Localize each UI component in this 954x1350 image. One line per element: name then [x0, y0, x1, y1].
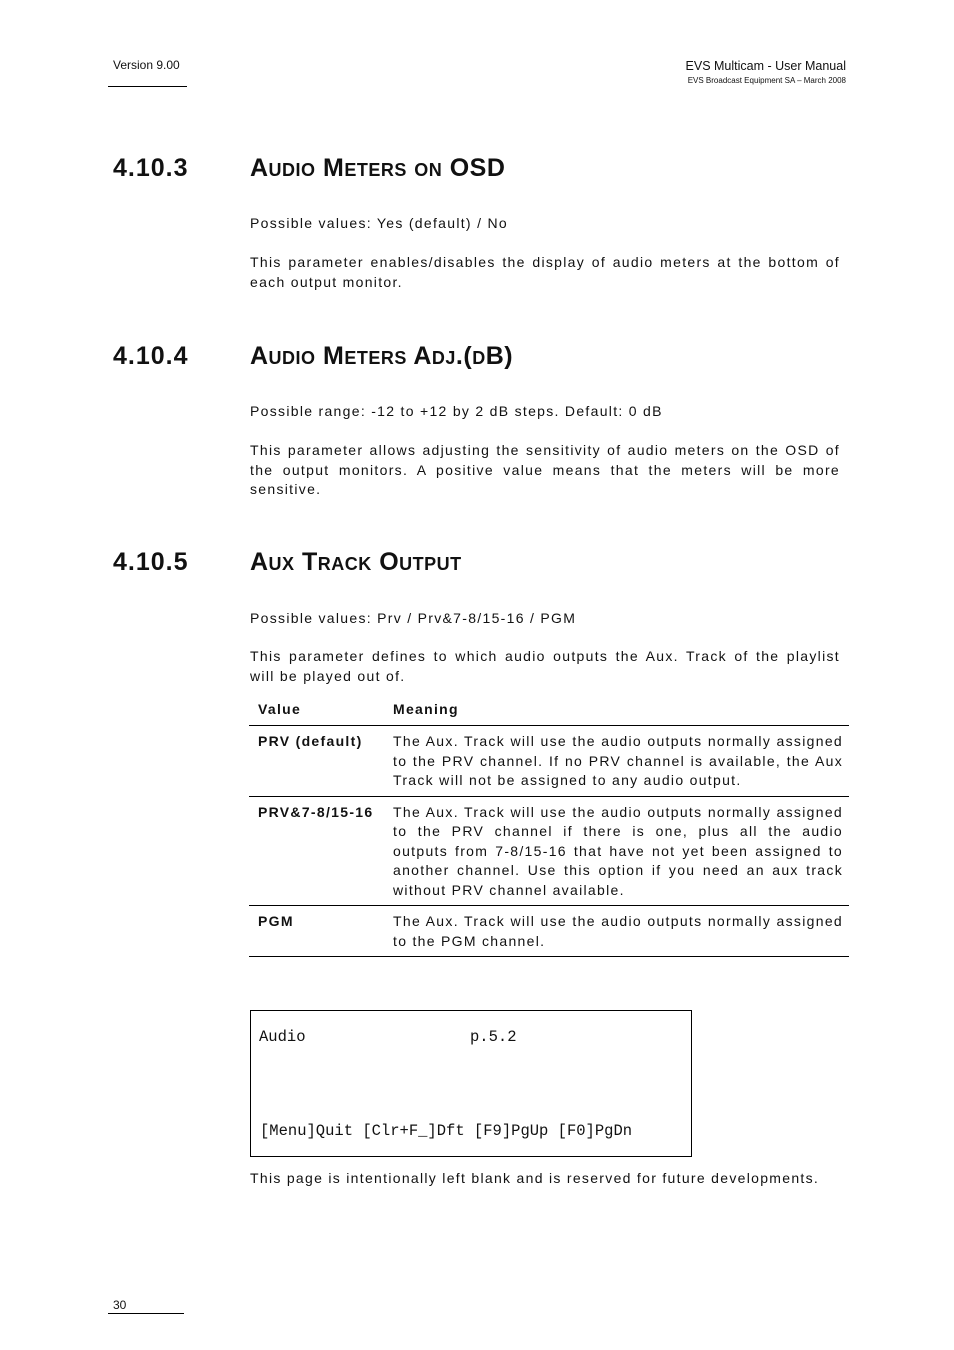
header-publisher: EVS Broadcast Equipment SA – March 2008	[687, 76, 846, 85]
footer-divider	[108, 1313, 184, 1314]
footer-page-number: 30	[113, 1298, 127, 1312]
section-title: Aux Track Output	[250, 548, 462, 576]
section-number: 4.10.4	[113, 342, 189, 370]
table-row	[249, 796, 849, 906]
table-row	[249, 726, 849, 797]
section-title: Audio Meters Adj.(dB)	[250, 342, 514, 370]
column-header-value: Value	[249, 700, 384, 726]
paragraph: Possible values: Yes (default) / No	[250, 215, 508, 231]
table-cell-meaning: The Aux. Track will use the audio outputs normally assigned to the PRV channel. If no PRV channel is available, the Aux Track will not be assigned to any audio output.	[384, 726, 849, 797]
table-header-row	[249, 700, 849, 726]
paragraph: Possible values: Prv / Prv&7-8/15-16 / PGM	[250, 610, 577, 626]
header-divider	[108, 86, 187, 87]
osd-key-legend: [Menu]Quit [Clr+F_]Dft [F9]PgUp [F0]PgDn	[260, 1122, 633, 1140]
paragraph: This parameter defines to which audio outputs the Aux. Track of the playlist will be played out of.	[250, 648, 840, 684]
header-manual-title: EVS Multicam - User Manual	[685, 59, 846, 73]
table-cell-value: PGM	[249, 906, 384, 957]
table-row	[249, 906, 849, 957]
header-version: Version 9.00	[113, 58, 180, 72]
paragraph: This parameter allows adjusting the sensitivity of audio meters on the OSD of the output monitors. A positive value means that the meters will be more sensitive.	[250, 442, 840, 497]
table-cell-meaning: The Aux. Track will use the audio outputs normally assigned to the PRV channel if there is one, plus all the audio outputs from 7-8/15-16 that have not yet been assigned to another channel. Use this option if you need an aux track without PRV channel available.	[384, 796, 849, 906]
paragraph: Possible range: -12 to +12 by 2 dB steps. Default: 0 dB	[250, 403, 663, 419]
table-cell-value: PRV&7-8/15-16	[249, 796, 384, 906]
column-header-meaning: Meaning	[384, 700, 849, 726]
section-number: 4.10.3	[113, 154, 189, 182]
osd-page-indicator: p.5.2	[470, 1028, 517, 1046]
section-number: 4.10.5	[113, 548, 189, 576]
paragraph: This parameter enables/disables the display of audio meters at the bottom of each output monitor.	[250, 254, 840, 290]
section-title: Audio Meters on OSD	[250, 154, 506, 182]
table-cell-meaning: The Aux. Track will use the audio outputs normally assigned to the PGM channel.	[384, 906, 849, 957]
blank-page-note: This page is intentionally left blank and is reserved for future developments.	[250, 1170, 820, 1186]
table-cell-value: PRV (default)	[249, 726, 384, 797]
aux-track-values-table	[249, 700, 849, 957]
osd-menu-screen	[250, 1010, 692, 1157]
osd-menu-title: Audio	[259, 1028, 306, 1046]
